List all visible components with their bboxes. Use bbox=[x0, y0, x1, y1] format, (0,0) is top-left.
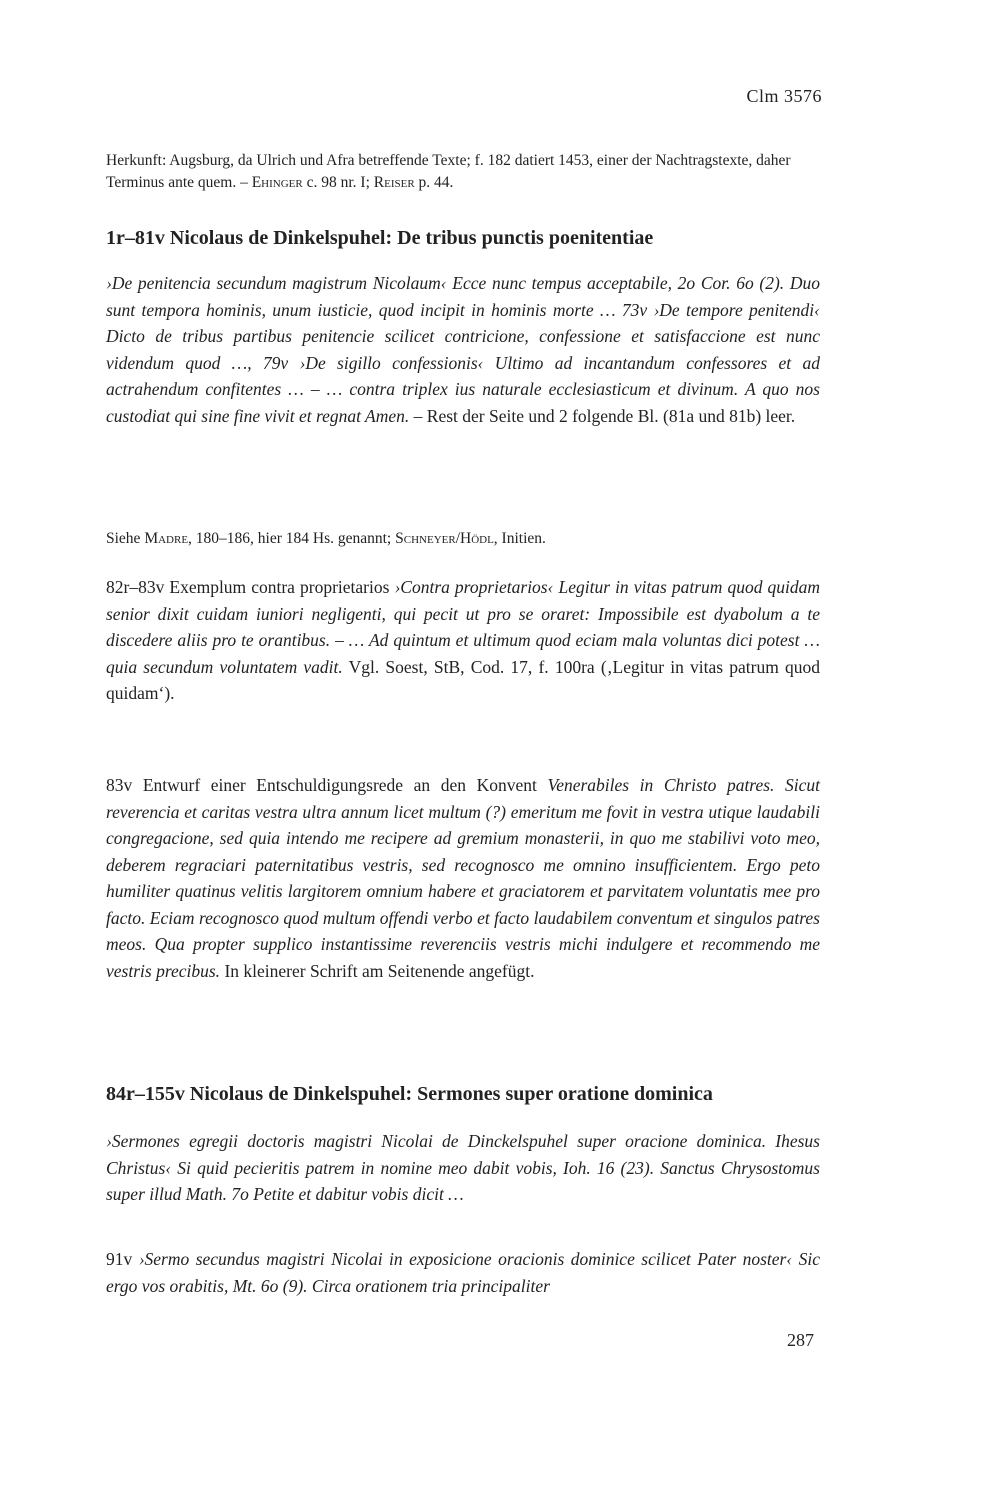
provenance-text-mid: c. 98 nr. I; bbox=[302, 174, 374, 191]
provenance-text-end: p. 44. bbox=[414, 174, 454, 191]
literature-note-1 bbox=[106, 528, 820, 550]
section-2-lead: 82r–83v Exemplum contra proprietarios bbox=[106, 577, 395, 597]
section-heading-4: 84r–155v Nicolaus de Dinkelspuhel: Sermones super oratione dominica bbox=[106, 1083, 713, 1105]
section-3-text bbox=[106, 772, 820, 984]
section-4-p2-lead: 91v bbox=[106, 1249, 139, 1269]
page-number: 287 bbox=[787, 1330, 814, 1350]
section-1-text bbox=[106, 270, 820, 429]
section-1-note: – Rest der Seite und 2 folgende Bl. (81a und 81b) leer. bbox=[409, 405, 796, 426]
madre-reference: Madre bbox=[144, 530, 189, 547]
reiser-reference: Reiser bbox=[373, 174, 415, 191]
running-head: Clm 3576 bbox=[746, 86, 822, 106]
section-4-incipit: ›Sermones egregii doctoris magistri Nicolai de Dinckelspuhel super oracione dominica. Ihesus Christus‹ Si quid pecieritis patrem in nomine meo dabit vobis, Ioh. 16 (23). Sanctus Chrysostomus super illud Math. 7o Petite et dabitur vobis dicit … bbox=[106, 1131, 820, 1204]
section-1-incipit: ›De penitencia secundum magistrum Nicolaum‹ Ecce nunc tempus acceptabile, 2o Cor. 6o (2). Duo sunt tempora hominis, unum iusticie, quod incipit in hominis morte … 73v ›De tempore penitendi‹ Dicto de tribus partibus penitencie scilicet contricione, confessione et satisfaccione est nunc videndum quod …, 79v ›De sigillo confessionis‹ Ultimo ad incantandum confessores et ad actrahendum confitentes … – … contra triplex ius naturale ecclesiasticum et divinum. A quo nos custodiat qui sine fine vivit et regnat Amen. bbox=[106, 273, 820, 426]
section-3-lead: 83v Entwurf einer Entschuldigungsrede an den Konvent bbox=[106, 775, 548, 795]
section-3-speech: Venerabiles in Christo patres. Sicut reverencia et caritas vestra ultra annum licet multum (?) emeritum me fovit in vestra utique laudabili congregacione, sed quia intendo me recipere ad gremium monasterii, in quo me stabilivi voto meo, deberem regraciari paternitatibus vestris, sed recognosco me omnino insufficientem. Ergo peto humiliter quatinus velitis largitorem omnium habere et graciatorem et parvitatem voluntatis mee pro facto. Eciam recognosco quod multum offendi verbo et facto laudabilem conventum et singulos patres meos. Qua propter supplico instantissime reverenciis vestris michi indulgere et recommendo me vestris precibus. bbox=[106, 775, 820, 981]
section-heading-1: 1r–81v Nicolaus de Dinkelspuhel: De tribus punctis poenitentiae bbox=[106, 227, 654, 249]
section-2-note: Vgl. Soest, StB, Cod. 17, f. 100ra (‚Legitur in vitas patrum quod quidam‘). bbox=[106, 656, 820, 703]
provenance-note bbox=[106, 150, 820, 194]
section-4-paragraph-1 bbox=[106, 1128, 820, 1208]
section-3-note: In kleinerer Schrift am Seitenende angefügt. bbox=[220, 960, 535, 981]
section-2-text bbox=[106, 574, 820, 707]
ehinger-reference: Ehinger bbox=[251, 174, 303, 191]
literature-pre: Siehe bbox=[106, 530, 145, 547]
provenance-text: Herkunft: Augsburg, da Ulrich und Afra betreffende Texte; f. 182 datiert 1453, einer der Nachtragstexte, daher Terminus ante quem. – bbox=[106, 152, 791, 191]
schneyer-reference: Schneyer/Hödl bbox=[395, 530, 494, 547]
section-4-paragraph-2 bbox=[106, 1246, 820, 1299]
section-2-incipit: ›Contra proprietarios‹ Legitur in vitas patrum quod quidam senior dixit cuidam iuniori negligenti, qui pecit ut pro se oraret: Impossibile est dyabolum a te discedere aliis pro te orantibus. – … Ad quintum et ultimum quod eciam mala voluntas dici potest … quia secundum voluntatem vadit. bbox=[106, 577, 820, 677]
section-4-p2-incipit: ›Sermo secundus magistri Nicolai in exposicione oracionis dominice scilicet Pater noster‹ Sic ergo vos orabitis, Mt. 6o (9). Circa orationem tria principaliter bbox=[106, 1249, 820, 1296]
literature-post: , Initien. bbox=[493, 530, 546, 547]
literature-mid: , 180–186, hier 184 Hs. genannt; bbox=[188, 530, 396, 547]
